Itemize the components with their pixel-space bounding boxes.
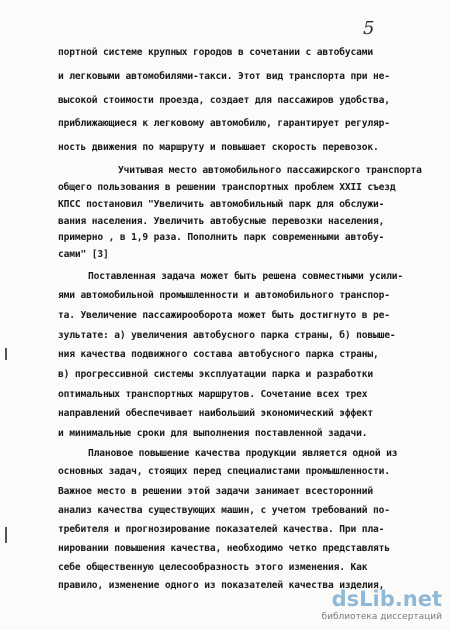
- text-line: направлений обеспечивает наибольший экономический эффект: [58, 408, 374, 419]
- text-line: основных задач, стоящих перед специалистами промышленности.: [58, 466, 390, 477]
- page-number: 5: [363, 18, 375, 39]
- text-line: и легковыми автомобилями-такси. Этот вид транспорта при не-: [58, 71, 390, 82]
- text-line: ния качества подвижного состава автобусного парка страны,: [58, 349, 379, 360]
- text-line: правило, изменение одного из показателей качества изделия,: [58, 580, 385, 591]
- text-line: примерно , в 1,9 раза. Пополнить парк современными автобу-: [58, 232, 385, 243]
- text-line: Поставленная задача может быть решена совместными усили-: [88, 271, 404, 282]
- text-line: ность движения по маршруту и повышает скорость перевозок.: [58, 142, 379, 153]
- text-line: анализ качества существующих машин, с учетом требований по-: [58, 505, 390, 516]
- text-line: требителя и прогнозирование показателей качества. При пла-: [58, 524, 385, 535]
- text-line: та. Увеличение пассажирооборота может быть достигнуто в ре-: [58, 310, 390, 321]
- text-line: высокой стоимости проезда, создает для пассажиров удобства,: [58, 95, 390, 106]
- text-line: портной системе крупных городов в сочетании с автобусами: [58, 47, 374, 58]
- text-line: Учитывая место автомобильного пассажирского транспорта: [118, 165, 422, 176]
- text-line: приближающиеся к легковому автомобилю, гарантирует регуляр-: [58, 118, 390, 129]
- watermark-logo: dsLib.net: [331, 587, 442, 611]
- text-line: Важное место в решении этой задачи занимает всесторонний: [58, 486, 374, 497]
- watermark-subtitle: библиотека диссертаций: [321, 612, 442, 622]
- text-line: и минимальные сроки для выполнения поставленной задачи.: [58, 428, 368, 439]
- text-line: вания населения. Увеличить автобусные перевозки населения,: [58, 216, 385, 227]
- text-line: Плановое повышение качества продукции является одной из: [88, 448, 398, 459]
- text-line: нировании повышения качества, необходимо четко представлять: [58, 543, 390, 554]
- text-line: оптимальных транспортных маршрутов. Сочетание всех трех: [58, 389, 368, 400]
- text-line: сами" [3]: [58, 249, 109, 260]
- text-line: общего пользования в решении транспортных проблем XXII съезд: [58, 182, 396, 193]
- text-line: зультате: а) увеличения автобусного парка страны, б) повыше-: [58, 330, 396, 341]
- watermark: [322, 589, 442, 622]
- text-line: ями автомобильной промышленности и автомобильного транспор-: [58, 290, 390, 301]
- text-line: себе общественную целесообразность этого изменения. Как: [58, 562, 368, 573]
- margin-mark: [5, 348, 7, 360]
- text-line: КПСС постановил "Увеличить автомобильный парк для обслужи-: [58, 199, 385, 210]
- text-line: в) прогрессивной системы эксплуатации парка и разработки: [58, 369, 374, 380]
- margin-mark: [5, 527, 7, 543]
